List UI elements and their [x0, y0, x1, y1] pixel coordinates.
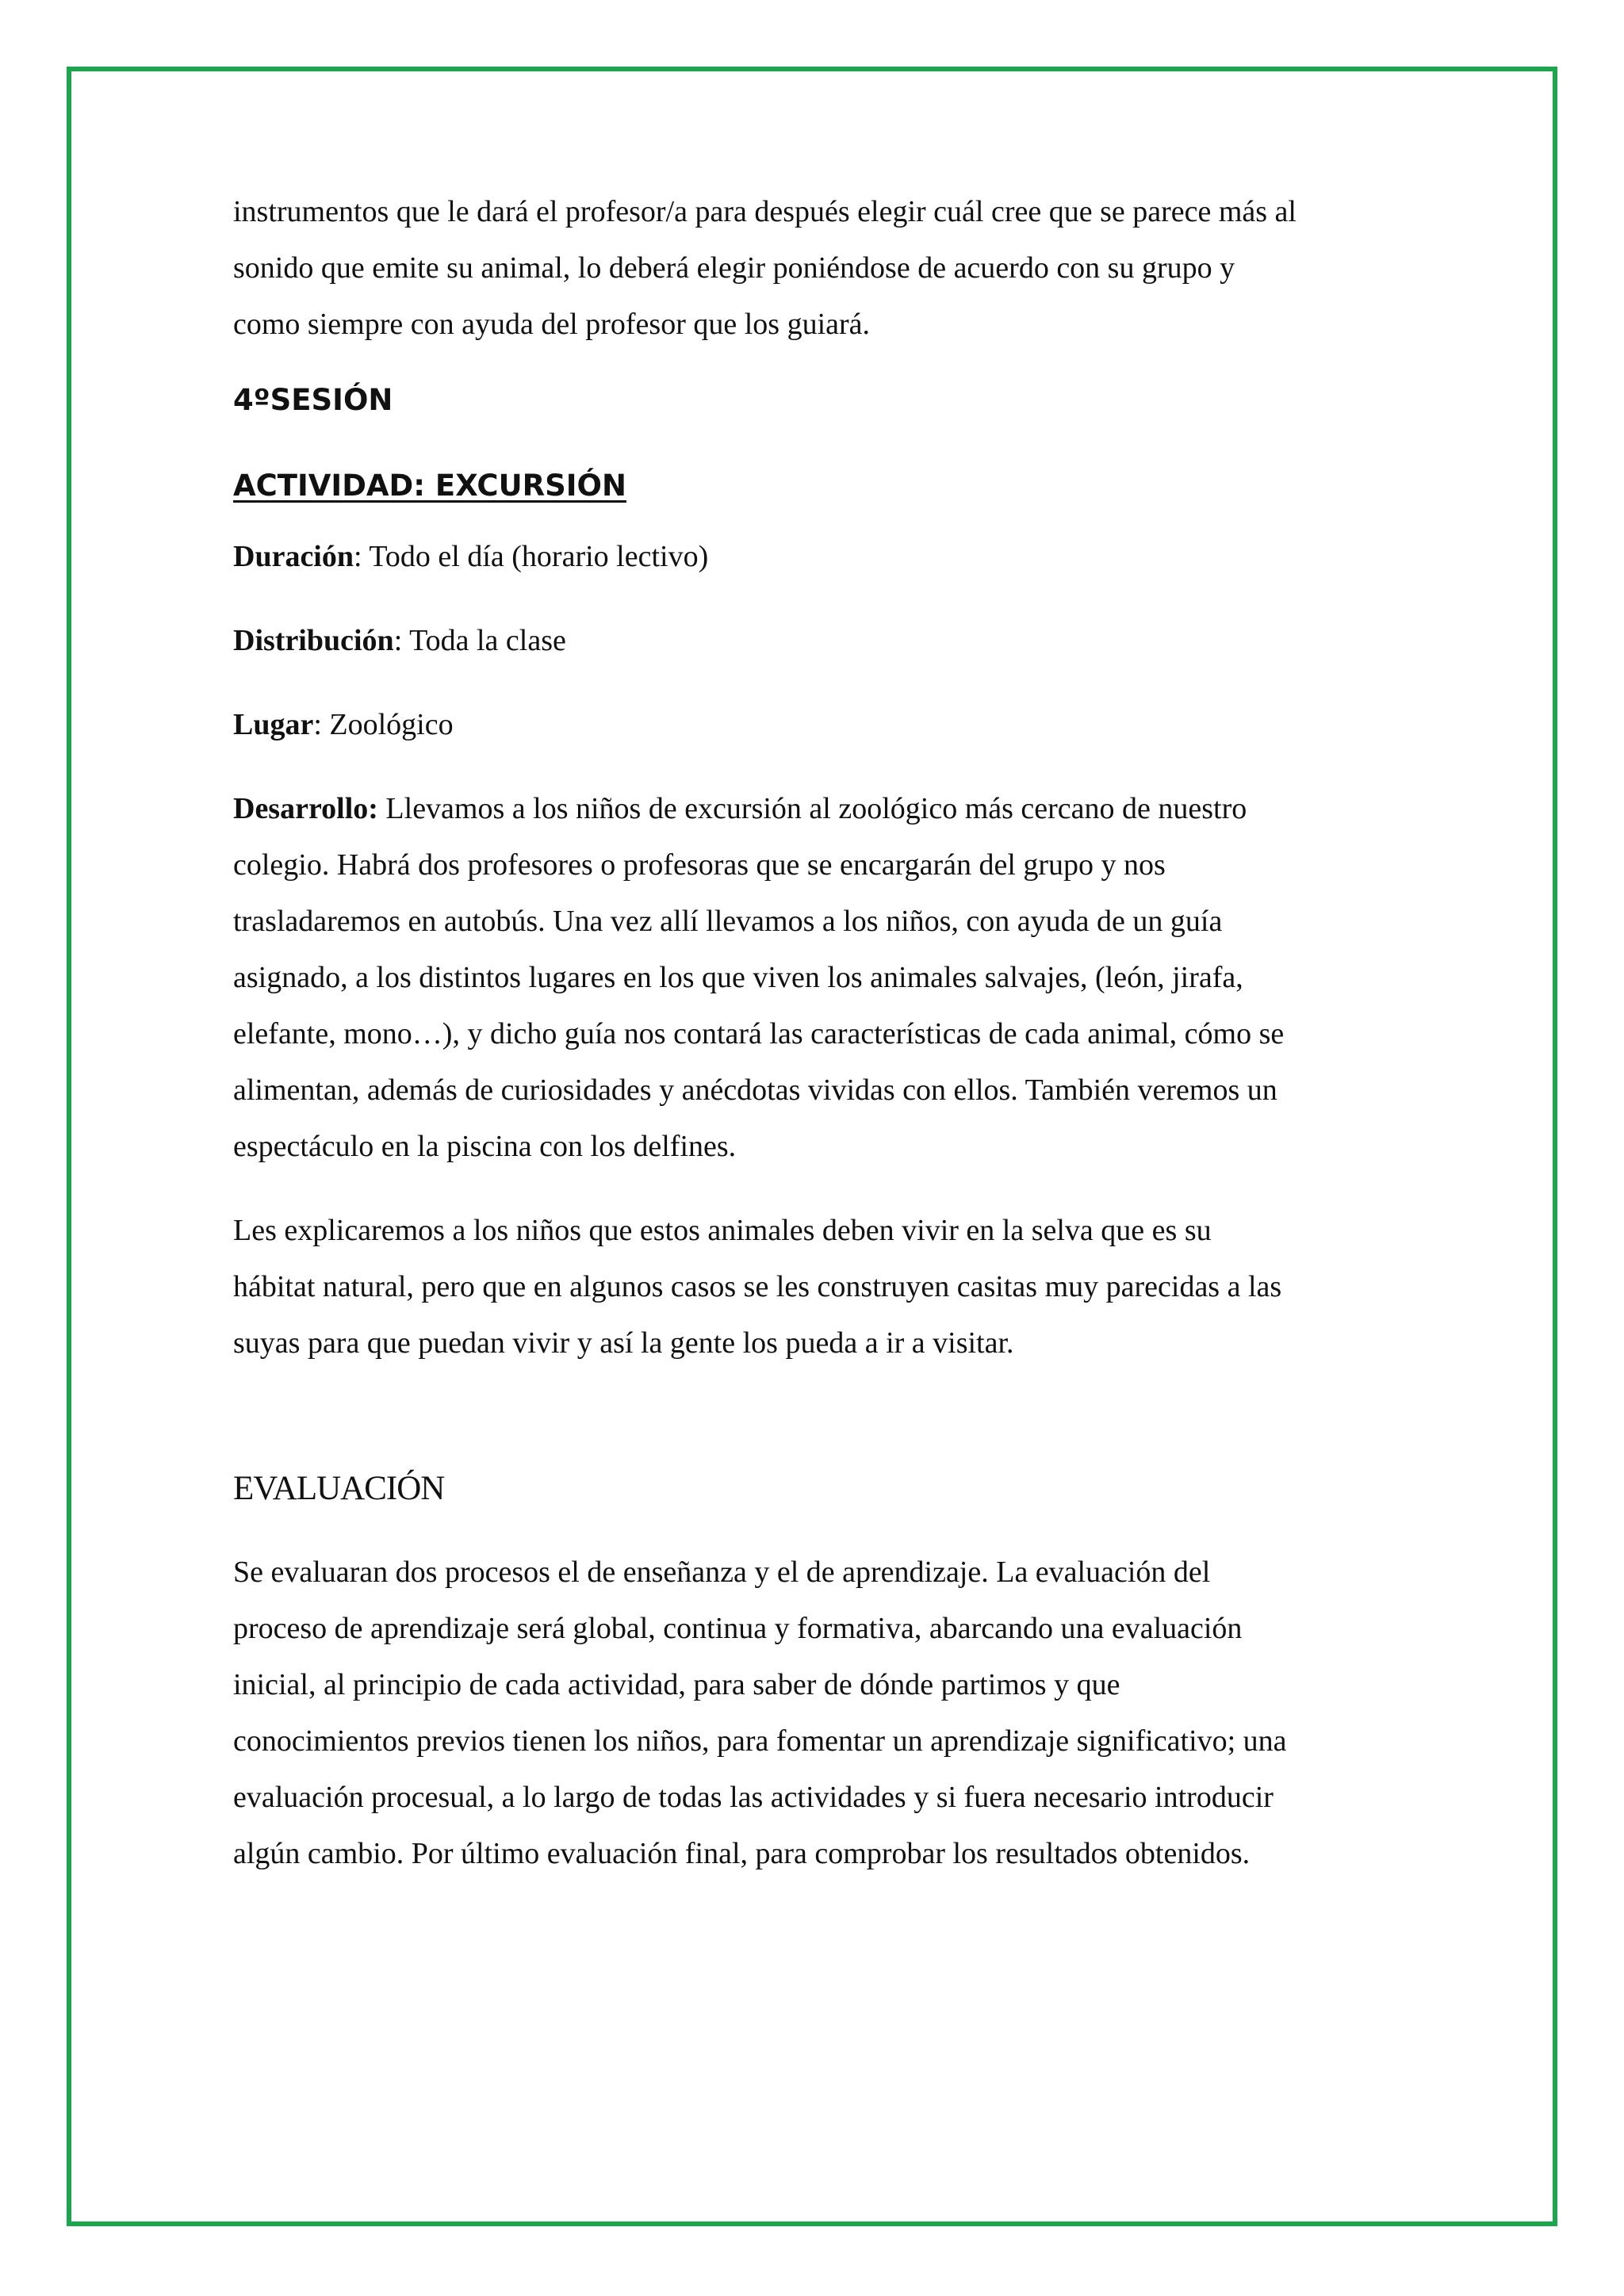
development-text: Llevamos a los niños de excursión al zoológico más cercano de nuestro	[377, 792, 1247, 825]
distribution-line	[233, 613, 1407, 669]
place-value: : Zoológico	[313, 708, 454, 741]
evaluation-paragraph	[233, 1544, 1407, 1882]
evaluation-title: EVALUACIÓN	[233, 1470, 445, 1507]
session-title: 4ºSESIÓN	[233, 383, 393, 417]
explain-line: suyas para que puedan vivir y así la gente los pueda a ir a visitar.	[233, 1326, 1014, 1360]
evaluation-line: algún cambio. Por último evaluación final, para comprobar los resultados obtenidos.	[233, 1837, 1251, 1870]
evaluation-line: proceso de aprendizaje será global, continua y formativa, abarcando una evaluación	[233, 1612, 1243, 1645]
duration-value: : Todo el día (horario lectivo)	[354, 540, 709, 573]
intro-line: instrumentos que le dará el profesor/a para después elegir cuál cree que se parece más al	[233, 195, 1297, 228]
development-label: Desarrollo:	[233, 792, 378, 825]
distribution-value: : Toda la clase	[393, 624, 566, 657]
evaluation-line: Se evaluaran dos procesos el de enseñanza y el de aprendizaje. La evaluación del	[233, 1556, 1211, 1589]
evaluation-line: evaluación procesual, a lo largo de todas las actividades y si fuera necesario introducir	[233, 1781, 1274, 1814]
explain-paragraph	[233, 1203, 1407, 1372]
development-line	[233, 781, 1407, 837]
document-content	[233, 184, 1407, 1882]
development-line: alimentan, además de curiosidades y anécdotas vividas con ellos. También veremos un	[233, 1073, 1277, 1107]
duration-line	[233, 529, 1407, 585]
development-line: colegio. Habrá dos profesores o profesoras que se encargarán del grupo y nos	[233, 848, 1166, 882]
development-line: elefante, mono…), y dicho guía nos contará las características de cada animal, cómo se	[233, 1017, 1285, 1050]
evaluation-line: inicial, al principio de cada actividad, para saber de dónde partimos y que	[233, 1668, 1120, 1701]
explain-line: hábitat natural, pero que en algunos casos se les construyen casitas muy parecidas a las	[233, 1270, 1282, 1303]
distribution-label: Distribución	[233, 624, 394, 657]
development-line: asignado, a los distintos lugares en los que viven los animales salvajes, (león, jirafa,	[233, 961, 1243, 994]
development-line: trasladaremos en autobús. Una vez allí llevamos a los niños, con ayuda de un guía	[233, 905, 1223, 938]
intro-line: como siempre con ayuda del profesor que los guiará.	[233, 308, 871, 341]
place-label: Lugar	[233, 708, 314, 741]
activity-title: ACTIVIDAD: EXCURSIÓN	[233, 469, 626, 503]
intro-line: sonido que emite su animal, lo deberá elegir poniéndose de acuerdo con su grupo y	[233, 251, 1235, 285]
explain-line: Les explicaremos a los niños que estos animales deben vivir en la selva que es su	[233, 1214, 1212, 1247]
evaluation-line: conocimientos previos tienen los niños, para fomentar un aprendizaje significativo; una	[233, 1724, 1287, 1758]
intro-paragraph	[233, 184, 1407, 353]
development-paragraph	[233, 781, 1407, 1175]
duration-label: Duración	[233, 540, 354, 573]
development-line: espectáculo en la piscina con los delfines.	[233, 1130, 737, 1163]
place-line	[233, 697, 1407, 753]
